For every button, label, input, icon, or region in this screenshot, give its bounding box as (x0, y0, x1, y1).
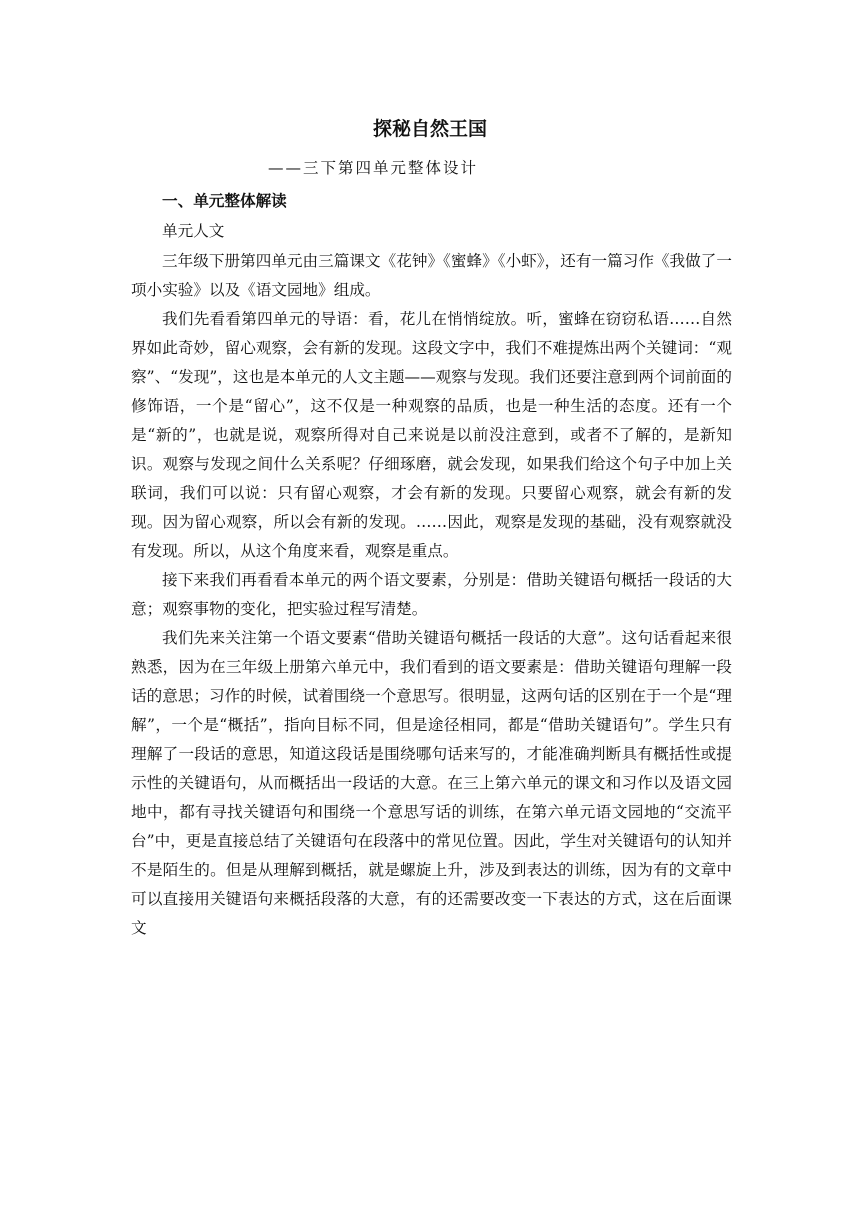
paragraph: 我们先来关注第一个语文要素“借助关键语句概括一段话的大意”。这句话看起来很熟悉，因为在三年级上册第六单元中，我们看到的语文要素是：借助关键语句理解一段话的意思；习作的时候，试着围绕一个意思写。很明显，这两句话的区别在于一个是“理解”，一个是“概括”，指向目标不同，但是途径相同，都是“借助关键语句”。学生只有理解了一段话的意思，知道这段话是围绕哪句话来写的，才能准确判断具有概括性或提示性的关键语句，从而概括出一段话的大意。在三上第六单元的课文和习作以及语文园地中，都有寻找关键语句和围绕一个意思写话的训练，在第六单元语文园地的“交流平台”中，更是直接总结了关键语句在段落中的常见位置。因此，学生对关键语句的认知并不是陌生的。但是从理解到概括，就是螺旋上升，涉及到表达的训练，因为有的文章中可以直接用关键语句来概括段落的大意，有的还需要改变一下表达的方式，这在后面课文 (131, 629, 732, 937)
document-subtitle: ——三下第四单元整体设计 (268, 159, 479, 177)
paragraph: 我们先看看第四单元的导语：看，花儿在悄悄绽放。听，蜜蜂在窃窃私语……自然界如此奇妙，留心观察，会有新的发现。这段文字中，我们不难提炼出两个关键词：“观察”、“发现”，这也是本单元的人文主题——观察与发现。我们还要注意到两个词前面的修饰语，一个是“留心”，这不仅是一种观察的品质，也是一种生活的态度。还有一个是“新的”，也就是说，观察所得对自己来说是以前没注意到，或者不了解的，是新知识。观察与发现之间什么关系呢？仔细琢磨，就会发现，如果我们给这个句子中加上关联词，我们可以说：只有留心观察，才会有新的发现。只要留心观察，就会有新的发现。因为留心观察，所以会有新的发现。……因此，观察是发现的基础，没有观察就没有发现。所以，从这个角度来看，观察是重点。 (131, 310, 732, 560)
document-title: 探秘自然王国 (372, 118, 487, 140)
paragraph: 三年级下册第四单元由三篇课文《花钟》《蜜蜂》《小虾》，还有一篇习作《我做了一项小实验》以及《语文园地》组成。 (131, 252, 732, 299)
paragraph: 接下来我们再看看本单元的两个语文要素，分别是：借助关键语句概括一段话的大意；观察事物的变化，把实验过程写清楚。 (131, 571, 732, 618)
section-heading: 一、单元整体解读 (162, 192, 287, 210)
sub-heading: 单元人文 (162, 222, 225, 240)
document-body (131, 187, 732, 943)
